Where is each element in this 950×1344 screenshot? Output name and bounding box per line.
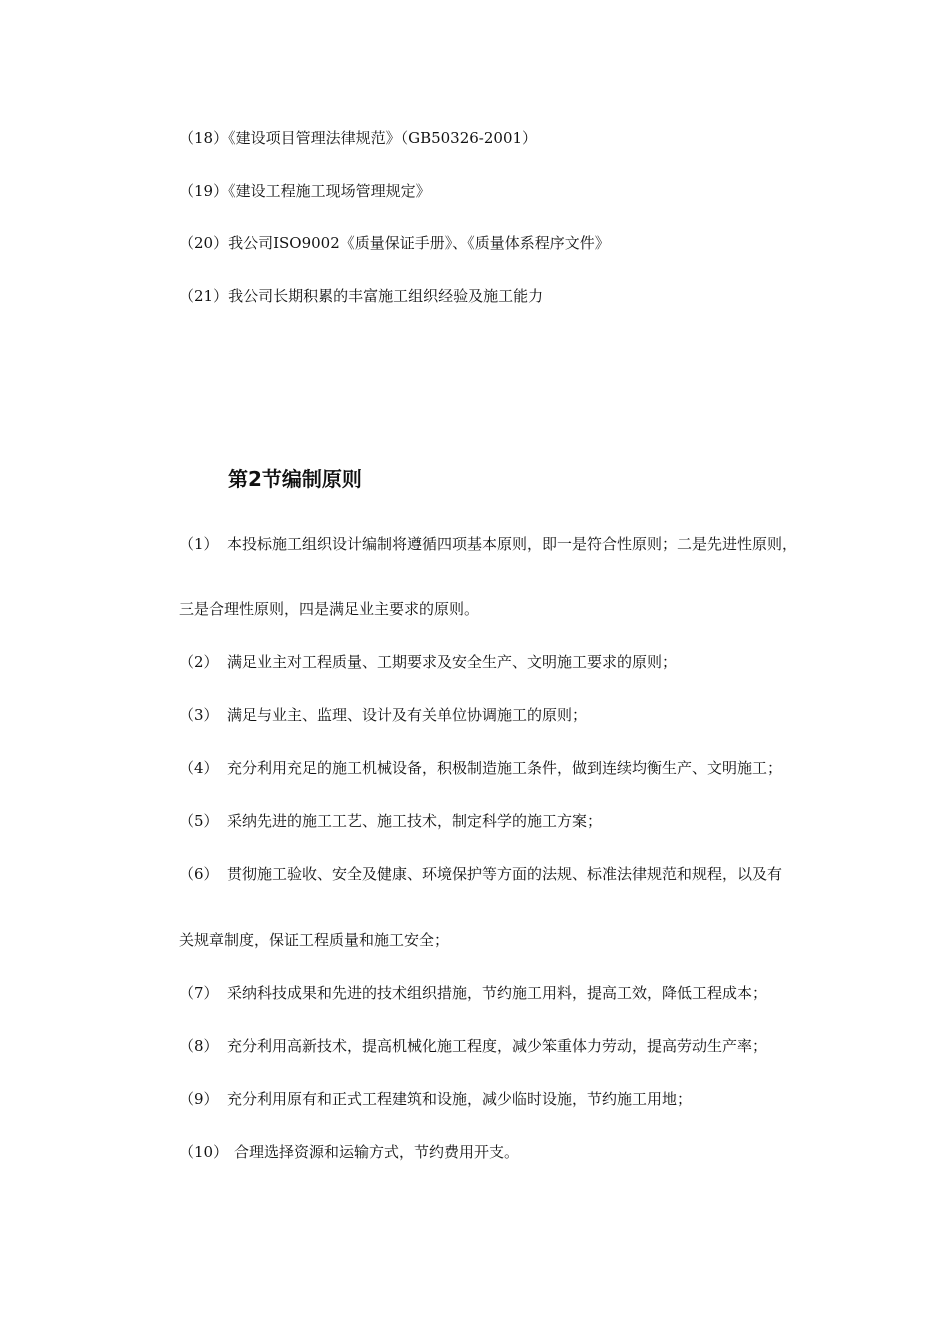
principle-number: （8） xyxy=(179,1037,219,1055)
principle-item-10 xyxy=(179,1142,519,1162)
principle-number: （1） xyxy=(179,535,219,553)
basis-item-21: （21）我公司长期积累的丰富施工组织经验及施工能力 xyxy=(179,287,544,305)
principle-text: 采纳科技成果和先进的技术组织措施，节约施工用料，提高工效，降低工程成本； xyxy=(227,984,768,1002)
principle-number: （3） xyxy=(179,706,219,724)
principle-item-9 xyxy=(179,1089,692,1109)
principle-text: 贯彻施工验收、安全及健康、环境保护等方面的法规、标准法律规范和规程，以及有 xyxy=(227,865,783,883)
principle-item-1 xyxy=(179,534,797,554)
principle-text: 充分利用充足的施工机械设备，积极制造施工条件，做到连续均衡生产、文明施工； xyxy=(227,759,783,777)
principle-item-5 xyxy=(179,811,602,831)
principle-number: （7） xyxy=(179,984,219,1002)
principle-text: 合理选择资源和运输方式，节约费用开支。 xyxy=(234,1143,520,1161)
principle-number: （6） xyxy=(179,865,219,883)
principle-item-7 xyxy=(179,983,767,1003)
principle-number: （4） xyxy=(179,759,219,777)
principle-text: 满足与业主、监理、设计及有关单位协调施工的原则； xyxy=(227,706,588,724)
principle-number: （9） xyxy=(179,1090,219,1108)
principle-number: （5） xyxy=(179,812,219,830)
principle-text: 充分利用高新技术，提高机械化施工程度，减少笨重体力劳动，提高劳动生产率； xyxy=(227,1037,768,1055)
principle-item-3 xyxy=(179,705,587,725)
principle-continuation: 关规章制度，保证工程质量和施工安全； xyxy=(179,931,450,949)
principle-item-4 xyxy=(179,758,782,778)
principle-text: 本投标施工组织设计编制将遵循四项基本原则，即一是符合性原则；二是先进性原则， xyxy=(227,535,798,553)
principle-item-6 xyxy=(179,864,782,884)
section-title: 第2节编制原则 xyxy=(228,467,362,491)
principle-item-8 xyxy=(179,1036,767,1056)
basis-item-19: （19）《建设工程施工现场管理规定》 xyxy=(179,182,431,200)
principle-number: （10） xyxy=(179,1143,229,1161)
basis-item-18: （18）《建设项目管理法律规范》（GB50326-2001） xyxy=(179,129,538,147)
principle-text: 采纳先进的施工工艺、施工技术，制定科学的施工方案； xyxy=(227,812,603,830)
principle-text: 满足业主对工程质量、工期要求及安全生产、文明施工要求的原则； xyxy=(227,653,678,671)
principle-continuation: 三是合理性原则，四是满足业主要求的原则。 xyxy=(179,600,480,618)
principle-text: 充分利用原有和正式工程建筑和设施，减少临时设施，节约施工用地； xyxy=(227,1090,693,1108)
principle-item-2 xyxy=(179,652,677,672)
principle-number: （2） xyxy=(179,653,219,671)
basis-item-20: （20）我公司ISO9002《质量保证手册》、《质量体系程序文件》 xyxy=(179,234,610,252)
